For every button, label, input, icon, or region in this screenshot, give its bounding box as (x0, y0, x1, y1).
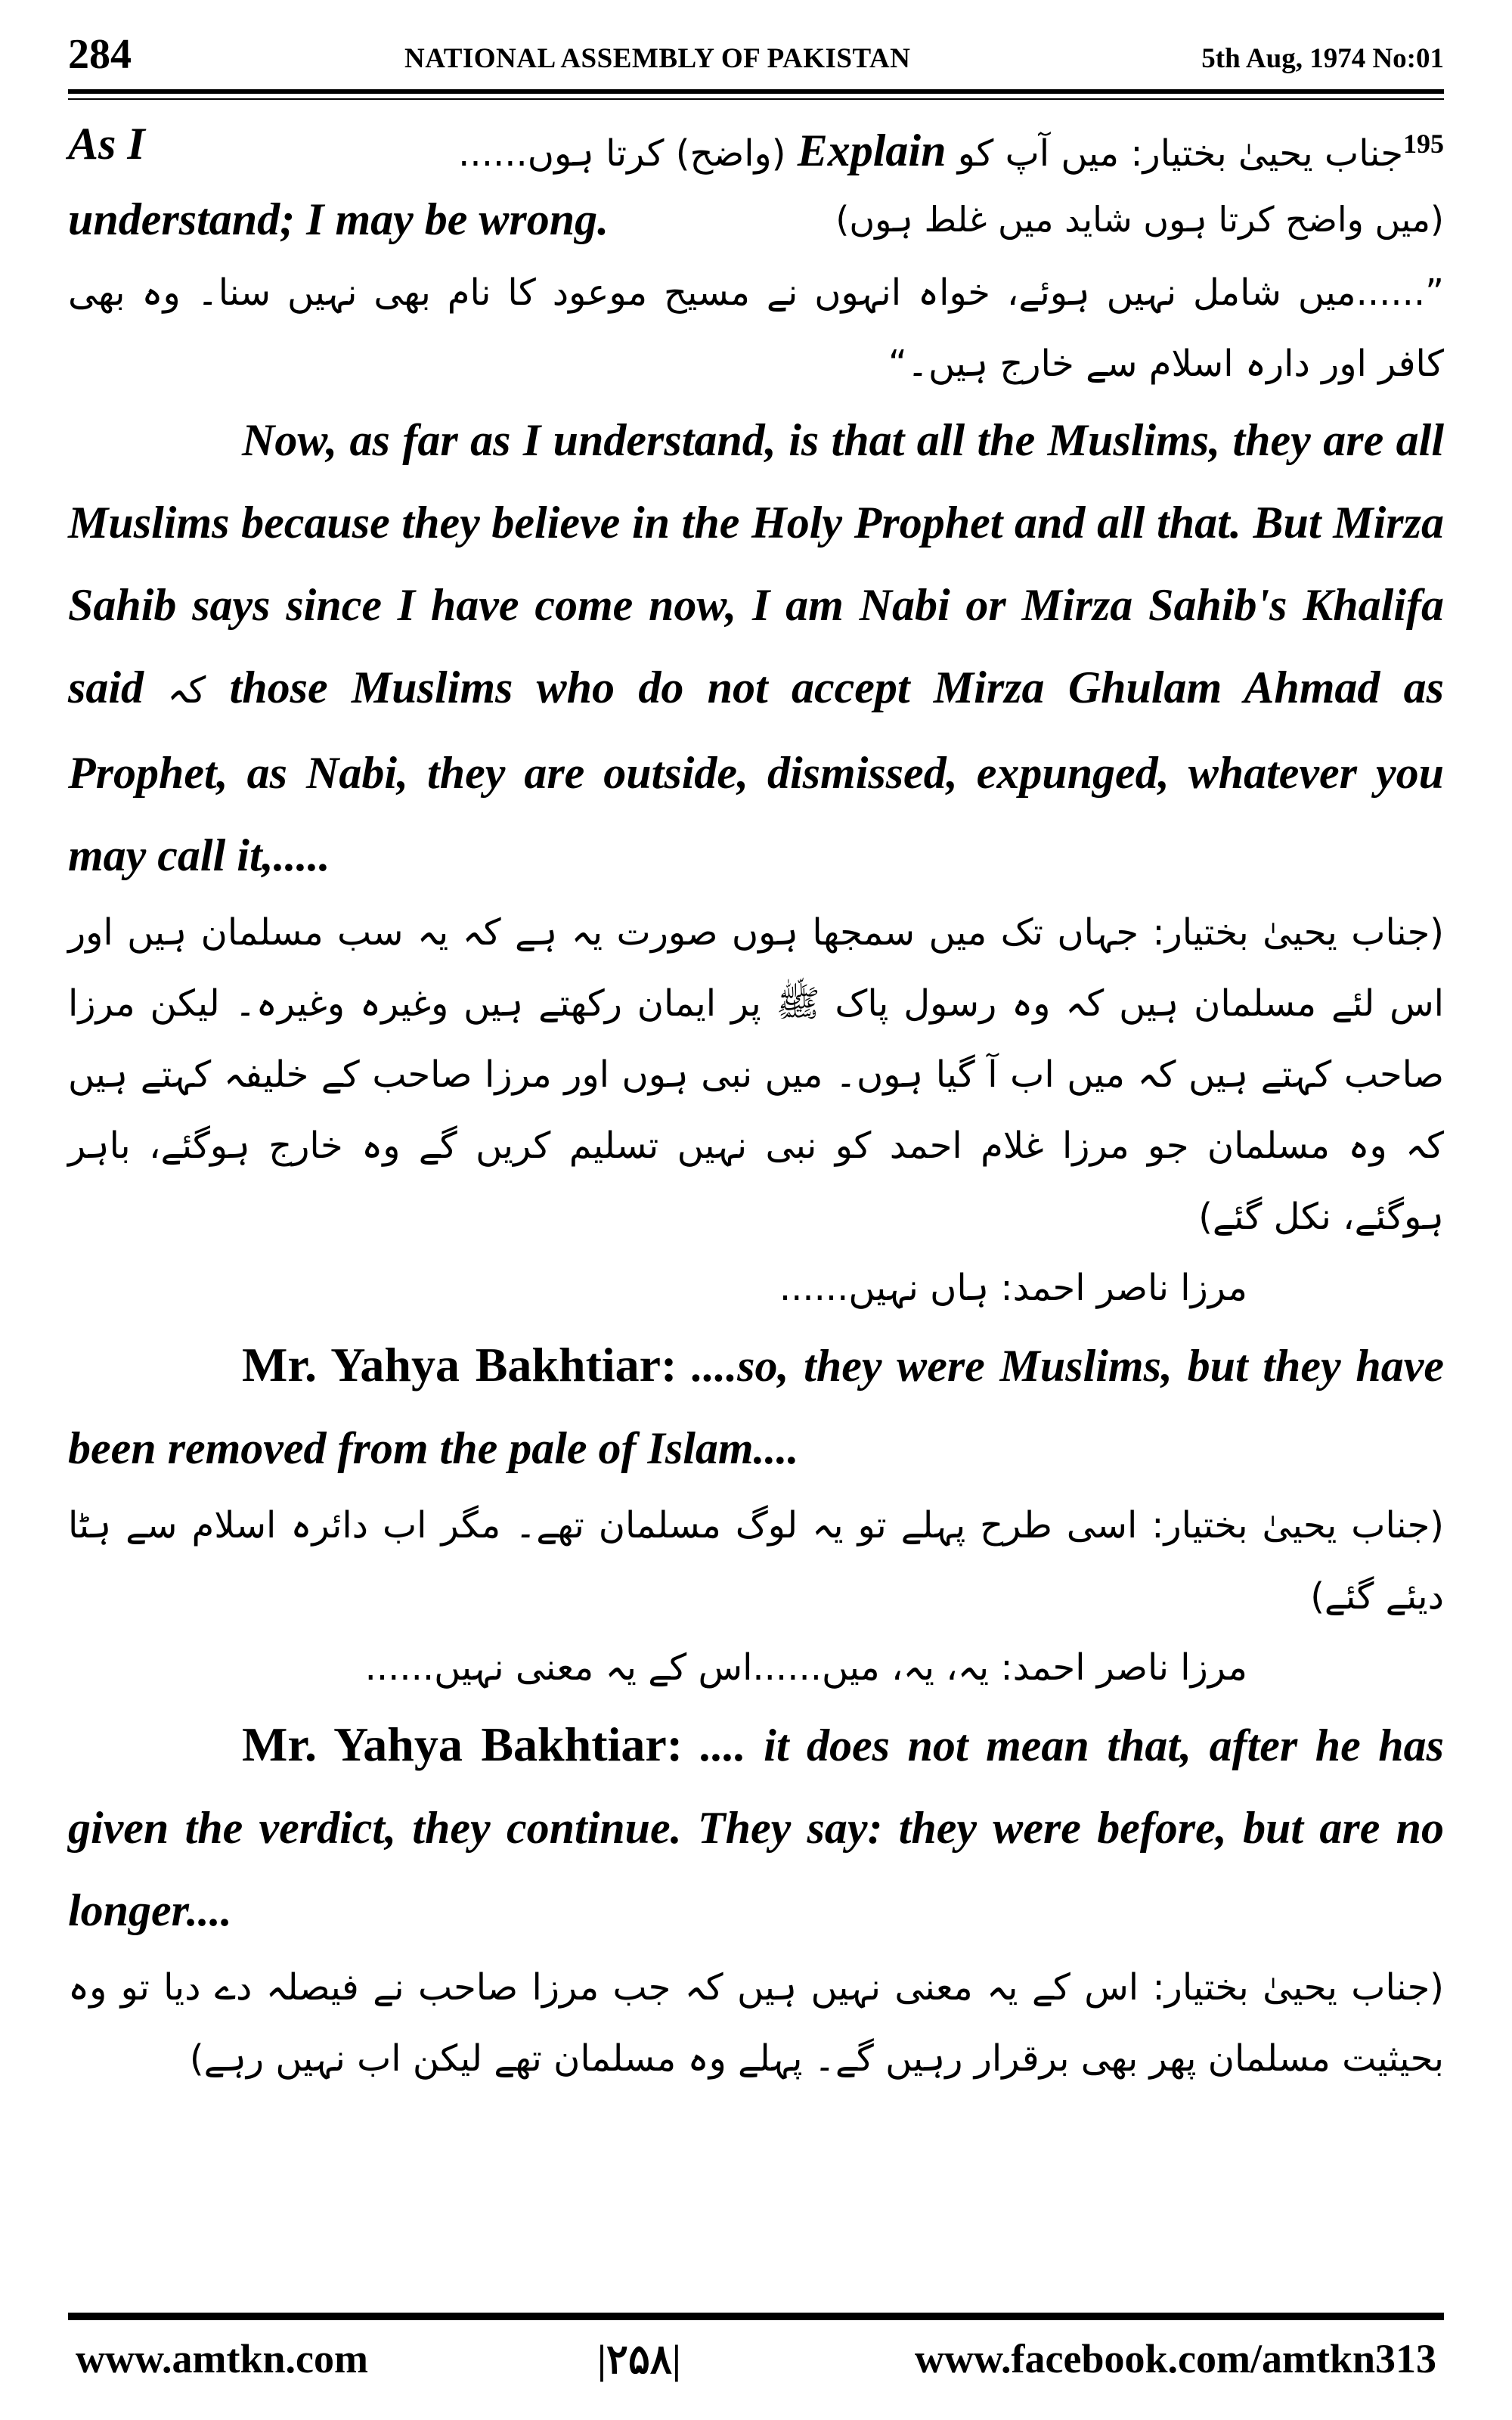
footer-facebook-link[interactable]: www.facebook.com/amtkn313 (915, 2336, 1436, 2381)
explain-word: Explain (797, 126, 947, 175)
translation-urdu-1: (جناب یحییٰ بختیار: جہاں تک میں سمجھا ہوں صورت یہ ہے کہ یہ سب مسلمان ہیں اور اس لئے مسلمان ہیں کہ وہ رسول پاک ﷺ پر ایمان رکھتے ہیں وغیرہ وغیرہ۔ لیکن مرزا صاحب کہتے ہیں کہ میں اب آ گیا ہوں۔ میں نبی ہوں اور مرزا صاحب کے خلیفہ کہتے ہیں کہ وہ مسلمان جو مرزا غلام احمد کو نبی نہیں تسلیم کریں گے وہ خارج ہوگئے، باہر ہوگئے، نکل گئے) (68, 911, 1444, 1238)
quote-urdu: ”......میں شامل نہیں ہوئے، خواہ انہوں نے مسیح موعود کا نام بھی نہیں سنا۔ وہ بھی کافر اور دارہ اسلام سے خارج ہیں۔“ (68, 271, 1444, 385)
paragraph-english-2-text: ....so, they were Muslims, but they have been removed from the pale of Islam.... (68, 1341, 1445, 1473)
paragraph-english-3 (68, 1703, 1444, 1952)
page-footer (68, 2335, 1444, 2396)
opening-line (68, 106, 1444, 182)
opening-english: As I (68, 119, 145, 169)
header-rule (68, 89, 1444, 94)
paragraph-english-1 (68, 399, 1444, 897)
speaker-label: جناب یحییٰ بختیار: میں آپ کو (957, 132, 1403, 175)
header-title: NATIONAL ASSEMBLY OF PAKISTAN (404, 43, 911, 74)
paragraph-english-3-text: .... it does not mean that, after he has given the verdict, they continue. They say: they were before, but are no longer.... (68, 1720, 1445, 1935)
header-date: 5th Aug, 1974 No:01 (1201, 43, 1444, 74)
page-header (68, 30, 1444, 83)
footer-website-link[interactable]: www.amtkn.com (76, 2336, 368, 2381)
translation-urdu-3: (جناب یحییٰ بختیار: اس کے یہ معنی نہیں ہیں کہ جب مرزا صاحب نے فیصلہ دے دیا تو وہ بحیثیت مسلمان پھر بھی برقرار رہیں گے۔ پہلے وہ مسلمان تھے لیکن اب نہیں رہے) (68, 1966, 1444, 2080)
second-english: understand; I may be wrong. (68, 194, 609, 244)
second-line (68, 182, 1444, 257)
footer-rule (68, 2313, 1444, 2320)
paragraph-english-1b: those Muslims who do not accept Mirza Ghulam Ahmad as Prophet, as Nabi, they are outside, dismissed, expunged, whatever you may call it,..... (68, 662, 1445, 880)
opening-urdu (458, 106, 1444, 191)
translation-urdu-2: (جناب یحییٰ بختیار: اسی طرح پہلے تو یہ لوگ مسلمان تھے۔ مگر اب دائرہ اسلام سے ہٹا دیئے گئے) (68, 1504, 1444, 1618)
urdu-inline-ke: کہ (167, 669, 206, 712)
speaker-name-3: Mr. Yahya Bakhtiar: (242, 1717, 683, 1771)
footer-page-marker: |۲۵۸| (597, 2337, 681, 2382)
paragraph-english-2 (68, 1323, 1444, 1490)
header-rule-thin (68, 98, 1444, 100)
paragraph-english-1a: Now, as far as I understand, is that all the Muslims, they are all Muslims because they believe in the Holy Prophet and all that. But Mirza Sahib says since I have come now, I am Nabi or Mirza Sahib's Khalifa said (68, 415, 1444, 712)
page-body (68, 106, 1444, 2094)
speaker-mirza-1: مرزا ناصر احمد: ہاں نہیں...... (779, 1267, 1247, 1309)
footnote-ref: 195 (1403, 129, 1444, 159)
second-urdu: (میں واضح کرتا ہوں شاید میں غلط ہوں) (835, 199, 1444, 240)
page-number: 284 (68, 31, 132, 78)
opening-urdu-tail: (واضح) کرتا ہوں...... (458, 132, 786, 175)
speaker-name-2: Mr. Yahya Bakhtiar: (242, 1338, 677, 1392)
speaker-mirza-2: مرزا ناصر احمد: یہ، یہ، میں......اس کے یہ معنی نہیں...... (364, 1646, 1247, 1689)
